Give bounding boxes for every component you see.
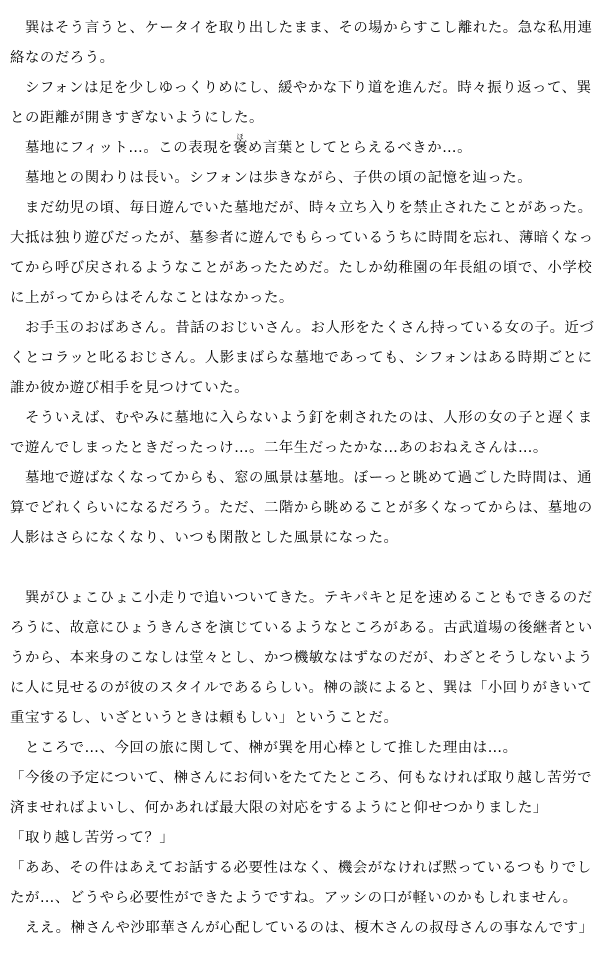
ruby-word — [232, 133, 248, 156]
text-line: ろうに、故意にひょうきんさを演じているようなところがある。古武道場の後継者とい — [10, 620, 593, 636]
text-line: 人影はさらになくなり、いつも閑散とした風景になった。 — [10, 530, 399, 546]
text-line: 誰か彼か遊び相手を見つけていた。 — [10, 380, 250, 396]
text-line: で遊んでしまったときだったっけ…。二年生だったかな…あのおねえさんは…。 — [10, 440, 548, 456]
ruby-base: 褒 — [232, 140, 248, 156]
text-line: 重宝するし、いざというときは頼もしい」ということだ。 — [10, 710, 399, 726]
text-line: 「ああ、その件はあえてお話する必要性はなく、機会がなければ黙っているつもりでし — [10, 860, 592, 876]
text-line: たが…、どうやら必要性ができたようですね。アッシの口が軽いのかもしれません。 — [10, 890, 578, 906]
text-line: 墓地で遊ばなくなってからも、窓の風景は墓地。ぼーっと眺めて過ごした時間は、通 — [10, 470, 593, 486]
text-line: 済ませればよいし、何かあれば最大限の対応をするようにと仰せつかりました」 — [10, 800, 548, 816]
text-line: に人に見せるのが彼のスタイルであるらしい。榊の談によると、巽は「小回りがきいて — [10, 680, 593, 696]
text-line: うから、本来身のこなしは堂々とし、かつ機敏なはずなのだが、わざとそうしないよう — [10, 650, 593, 666]
text-line: お手玉のおばあさん。昔話のおじいさん。お人形をたくさん持っている女の子。近づ — [10, 320, 595, 336]
text-line: 「取り越し苦労って？」 — [10, 830, 175, 846]
text-line: ええ。榊さんや沙耶華さんが心配しているのは、榎木さんの叔母さんの事なんです」 — [10, 920, 594, 936]
text-line: ところで…、今回の旅に関して、榊が巽を用心棒として推した理由は…。 — [10, 740, 518, 756]
text-line: に上がってからはそんなことはなかった。 — [10, 290, 294, 306]
text-line: 墓地との関わりは長い。シフォンは歩きながら、子供の頃の記憶を辿った。 — [10, 170, 533, 186]
text-line: てから呼び戻されるようなことがあったためだ。たしか幼稚園の年長組の頃で、小学校 — [10, 260, 593, 276]
text-line: まだ幼児の頃、毎日遊んでいた墓地だが、時々立ち入りを禁止されたことがあった。 — [10, 200, 593, 216]
text-line: そういえば、むやみに墓地に入らないよう釘を刺されたのは、人形の女の子と遅くま — [10, 410, 593, 426]
text-line: 巽がひょこひょこ小走りで追いついてきた。テキパキと足を速めることもできるのだ — [10, 590, 593, 606]
text-line: 巽はそう言うと、ケータイを取り出したまま、その場からすこし離れた。急な私用連 — [10, 20, 593, 36]
text-line: 「今後の予定について、榊さんにお伺いをたてたところ、何もなければ取り越し苦労で — [10, 770, 593, 786]
text-line: 大抵は独り遊びだったが、墓参者に遊んでもらっているうちに時間を忘れ、薄暗くなっ — [10, 230, 594, 246]
text-line-with-ruby — [10, 133, 601, 163]
ruby-line-text: 墓地にフィット…。この表現を褒ほめ言葉としてとらえるべきか…。 — [10, 133, 473, 156]
text-line: くとコラッと叱るおじさん。人影まばらな墓地であっても、シフォンはある時期ごとに — [10, 350, 593, 366]
blank-line — [10, 553, 601, 583]
ruby-reading: ほ — [232, 133, 248, 141]
text-line: 算でどれくらいになるだろう。ただ、二階から眺めることが多くなってからは、墓地の — [10, 500, 593, 516]
text-line: シフォンは足を少しゆっくりめにし、緩やかな下り道を進んだ。時々振り返って、巽 — [10, 80, 592, 96]
text-line: 絡なのだろう。 — [10, 50, 115, 66]
text-line: との距離が開きすぎないようにした。 — [10, 110, 264, 126]
